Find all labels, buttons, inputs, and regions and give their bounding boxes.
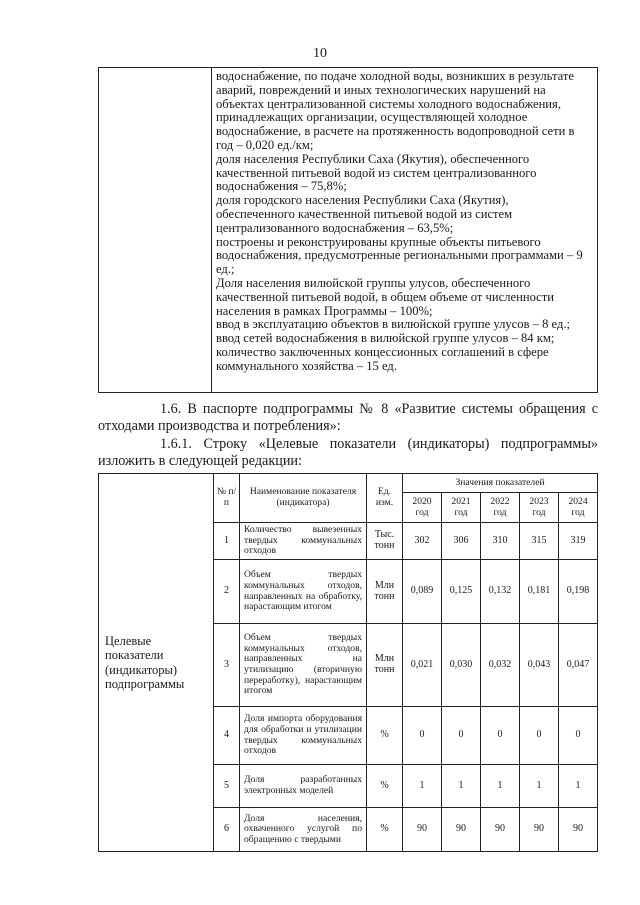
row-num: 5	[214, 765, 240, 808]
continuation-line: населения в рамках Программы – 100%;	[216, 303, 433, 318]
header-unit: Ед. изм.	[367, 474, 403, 523]
row-value: 0	[520, 707, 559, 765]
continuation-line: водоснабжения, предусмотренные региональными программами – 9	[216, 248, 583, 263]
continuation-line: ед.;	[216, 262, 235, 277]
row-unit: Млн тонн	[367, 560, 403, 624]
indicator-row-label: Целевые показатели (индикаторы) подпрограммы	[99, 474, 214, 852]
row-unit: Млн тонн	[367, 624, 403, 707]
header-year: 2020 год	[403, 493, 442, 523]
indicator-table	[98, 473, 598, 852]
continuation-line: водоснабжения – 75,8%;	[216, 179, 347, 194]
row-num: 6	[214, 808, 240, 852]
continuation-line: принадлежащих организации, осуществляющей холодное	[216, 110, 528, 125]
row-value: 1	[442, 765, 481, 808]
row-unit: %	[367, 808, 403, 852]
continuation-label-cell	[99, 68, 212, 393]
row-value: 1	[403, 765, 442, 808]
row-value: 315	[520, 523, 559, 560]
header-year: 2024 год	[559, 493, 598, 523]
continuation-line: доля населения Республики Саха (Якутия), обеспеченного	[216, 151, 530, 166]
row-value: 90	[481, 808, 520, 852]
continuation-line: построены и реконструированы крупные объекты питьевого	[216, 234, 541, 249]
continuation-line: год – 0,020 ед./км;	[216, 137, 314, 152]
row-value: 0,021	[403, 624, 442, 707]
continuation-line: качественной питьевой водой из систем централизованного	[216, 165, 537, 180]
page-number: 10	[313, 46, 327, 61]
continuation-table	[98, 67, 598, 393]
continuation-line: обеспеченного качественной питьевой водой из систем	[216, 206, 513, 221]
header-name: Наименование показателя (индикатора)	[240, 474, 367, 523]
continuation-line: Доля населения вилюйской группы улусов, обеспеченного	[216, 275, 531, 290]
header-year: 2023 год	[520, 493, 559, 523]
continuation-line: количество заключенных концессионных соглашений в сфере	[216, 344, 549, 359]
row-value: 0,030	[442, 624, 481, 707]
row-value: 0,043	[520, 624, 559, 707]
header-num: № п/п	[214, 474, 240, 523]
header-values-title: Значения показателей	[403, 474, 598, 493]
paragraph-1-6-1: 1.6.1. Строку «Целевые показатели (индикаторы) подпрограммы» изложить в следующей редакции:	[98, 436, 598, 469]
row-value: 0,125	[442, 560, 481, 624]
paragraph-1-6: 1.6. В паспорте подпрограммы № 8 «Развитие системы обращения с отходами производства и потребления»:	[98, 401, 598, 434]
row-unit: %	[367, 765, 403, 808]
continuation-line: централизованного водоснабжения – 63,5%;	[216, 220, 454, 235]
row-value: 90	[442, 808, 481, 852]
row-name: Количество вывезенных твердых коммунальных отходов	[240, 523, 367, 560]
row-value: 0,032	[481, 624, 520, 707]
row-value: 90	[403, 808, 442, 852]
row-value: 310	[481, 523, 520, 560]
row-value: 306	[442, 523, 481, 560]
row-unit: %	[367, 707, 403, 765]
row-value: 1	[520, 765, 559, 808]
row-num: 3	[214, 624, 240, 707]
row-value: 0	[442, 707, 481, 765]
row-value: 1	[481, 765, 520, 808]
row-value: 90	[520, 808, 559, 852]
row-value: 0	[481, 707, 520, 765]
continuation-line: ввод в эксплуатацию объектов в вилюйской группе улусов – 8 ед.;	[216, 317, 571, 332]
row-value: 0	[559, 707, 598, 765]
row-value: 1	[559, 765, 598, 808]
continuation-line: водоснабжение, в расчете на протяженность водопроводной сети в	[216, 124, 575, 139]
row-num: 2	[214, 560, 240, 624]
continuation-text-cell	[212, 68, 598, 393]
row-value: 0	[403, 707, 442, 765]
continuation-line: качественной питьевой водой, в общем объеме от численности	[216, 289, 555, 304]
row-name: Доля импорта оборудования для обработки и утилизации твердых коммунальных отходов	[240, 707, 367, 765]
row-value: 0,047	[559, 624, 598, 707]
continuation-line: доля городского населения Республики Саха (Якутия),	[216, 193, 509, 208]
row-unit: Тыс. тонн	[367, 523, 403, 560]
continuation-line: коммунального хозяйства – 15 ед.	[216, 358, 397, 373]
header-year: 2022 год	[481, 493, 520, 523]
row-num: 4	[214, 707, 240, 765]
header-year: 2021 год	[442, 493, 481, 523]
row-name: Доля разработанных электронных моделей	[240, 765, 367, 808]
continuation-line: водоснабжение, по подаче холодной воды, возникших в результате	[216, 69, 574, 83]
row-value: 90	[559, 808, 598, 852]
row-value: 302	[403, 523, 442, 560]
row-num: 1	[214, 523, 240, 560]
row-value: 0,132	[481, 560, 520, 624]
row-value: 0,089	[403, 560, 442, 624]
continuation-line: ввод сетей водоснабжения в вилюйской группе улусов – 84 км;	[216, 331, 555, 346]
continuation-line: объектах централизованной системы холодного водоснабжения,	[216, 96, 561, 111]
row-value: 0,181	[520, 560, 559, 624]
row-name: Объем твердых коммунальных отходов, направленных на утилизацию (вторичную переработку), нарастающим итогом	[240, 624, 367, 707]
row-name: Объем твердых коммунальных отходов, направленных на обработку, нарастающим итогом	[240, 560, 367, 624]
row-value: 319	[559, 523, 598, 560]
row-name: Доля населения, охваченного услугой по обращению с твердыми	[240, 808, 367, 852]
row-value: 0,198	[559, 560, 598, 624]
continuation-line: аварий, повреждений и иных технологических нарушений на	[216, 82, 546, 97]
